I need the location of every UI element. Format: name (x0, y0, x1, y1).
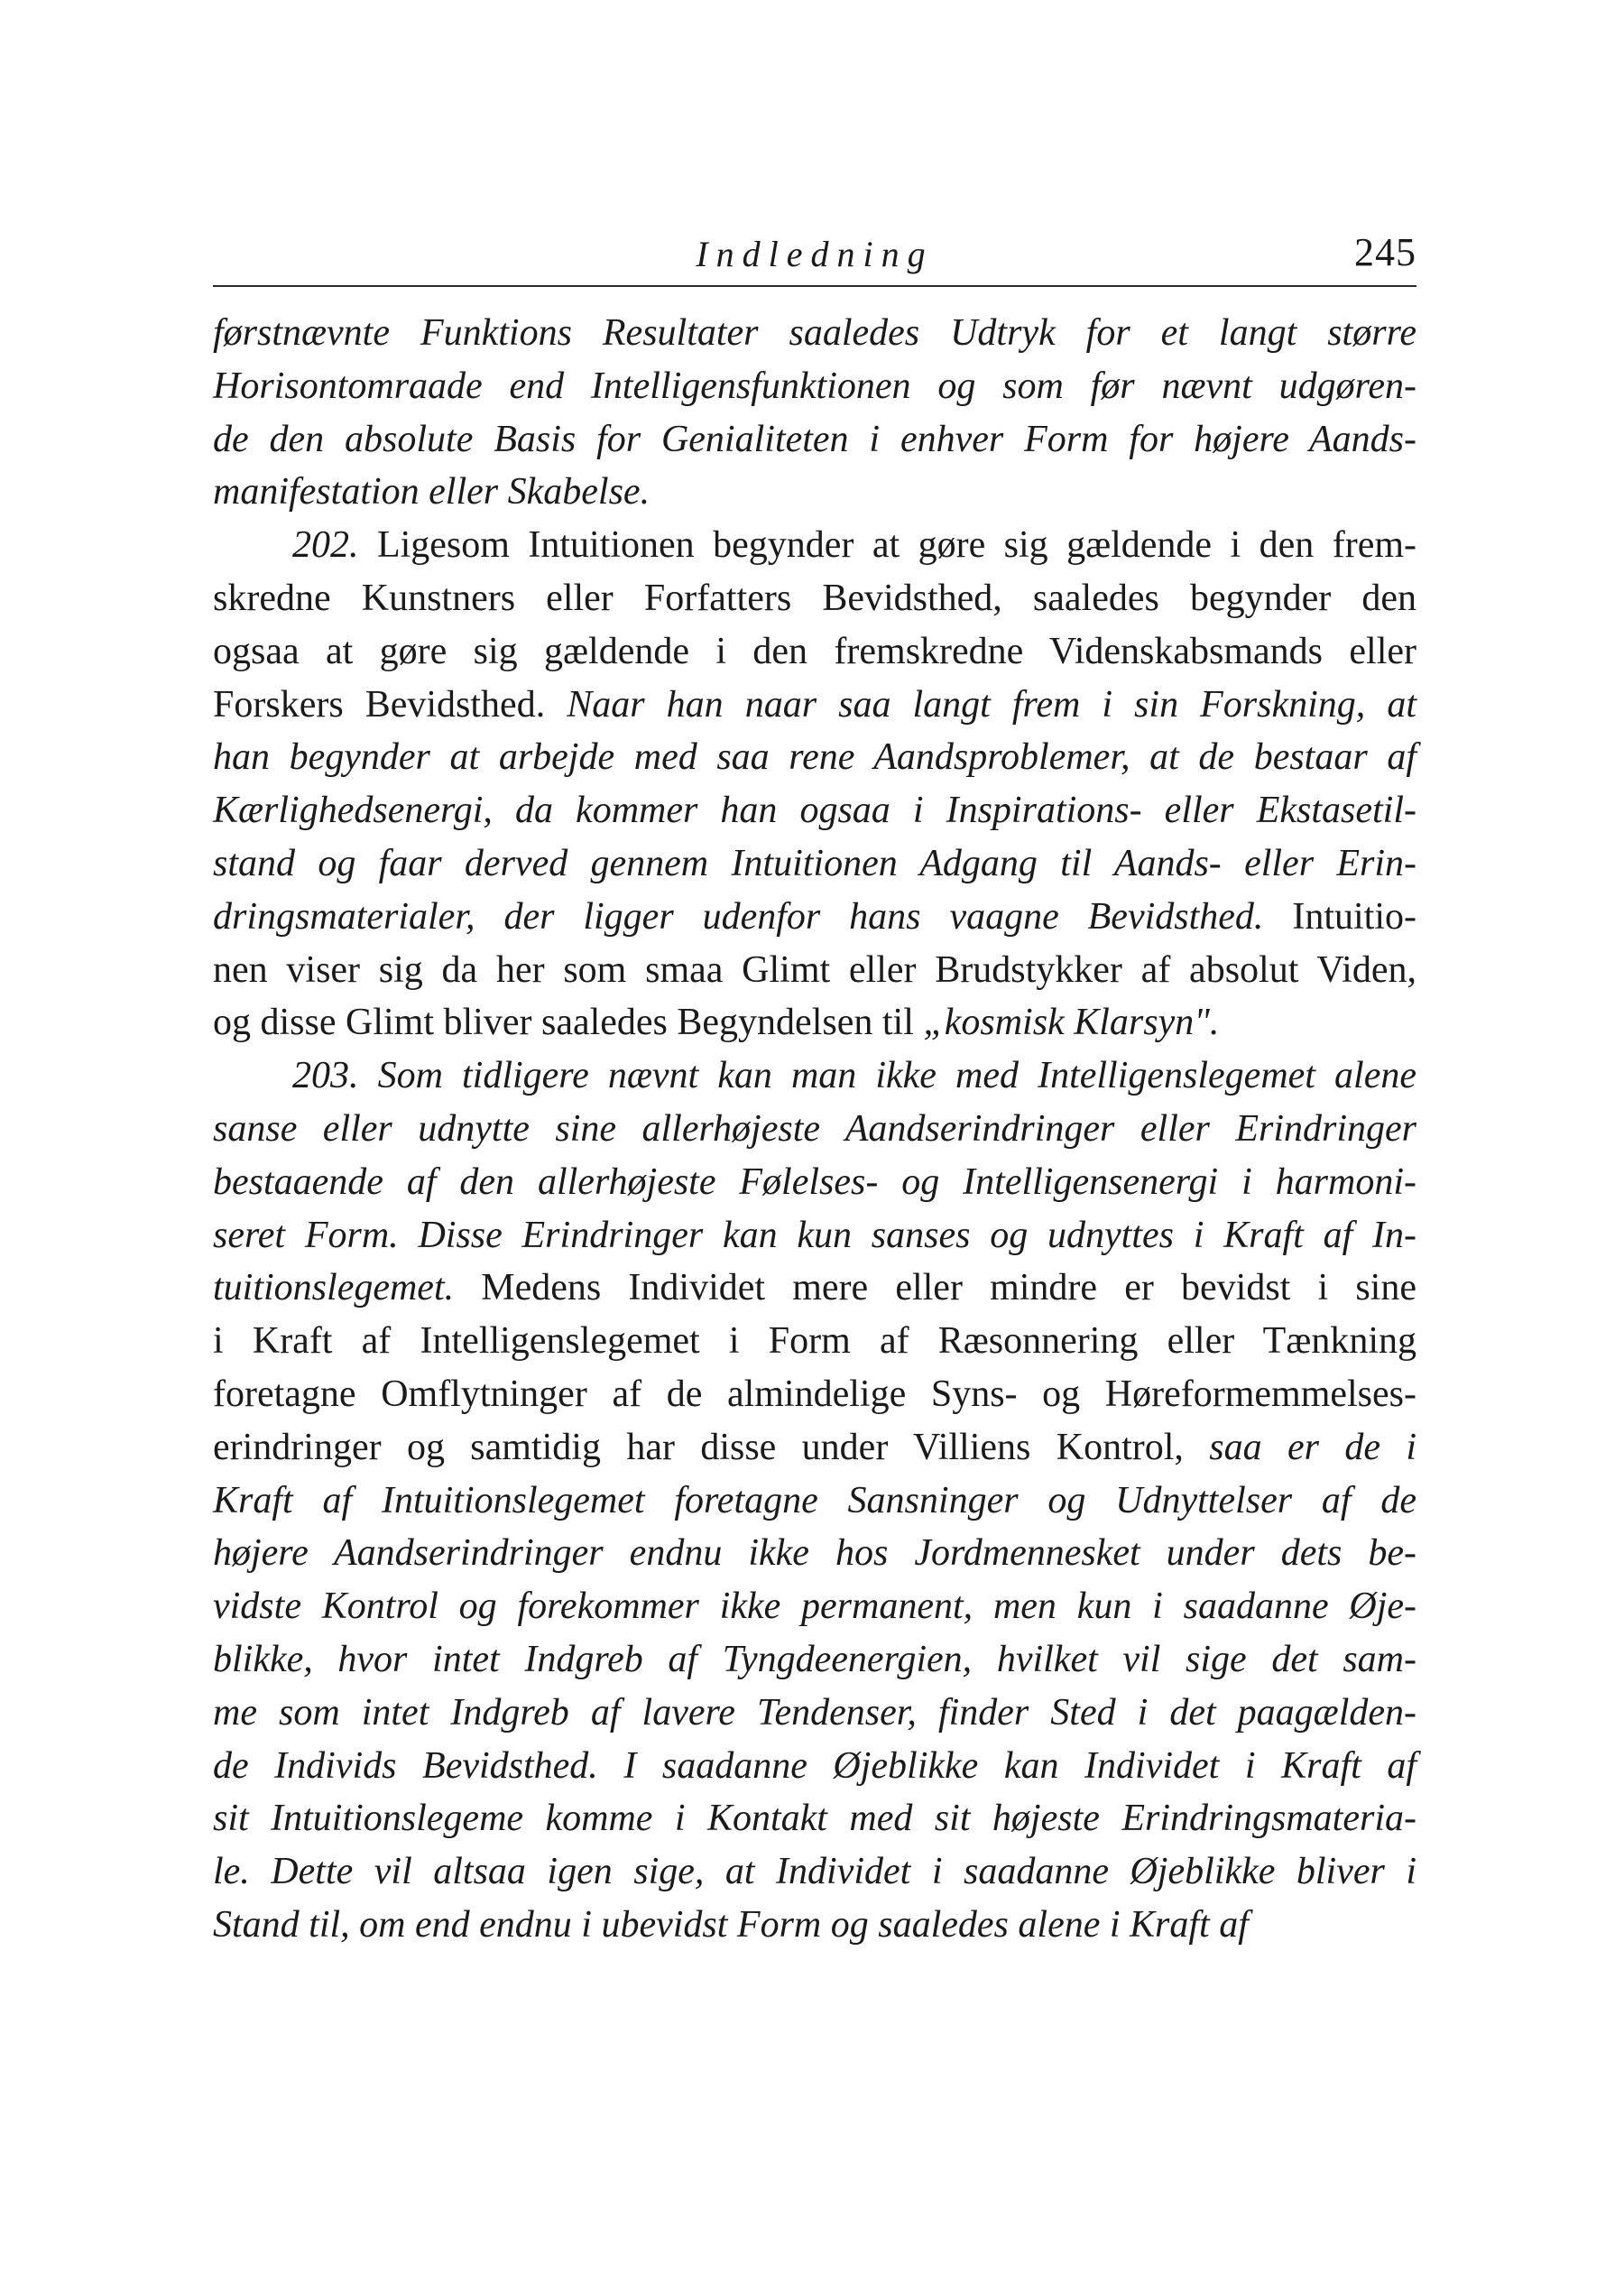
italic-text-run: stand og faar derved gennem Intuitionen Adgang til Aands- eller Erin- (213, 842, 1416, 884)
italic-text-run: Kærlighedsenergi, da kommer han ogsaa i Inspirations- eller Ekstasetil- (213, 790, 1416, 832)
text-line (213, 1687, 1416, 1740)
italic-text-run: le. Dette vil altsaa igen sige, at Individet i saadanne Øjeblikke bliver i (213, 1851, 1416, 1893)
italic-text-run: de Individs Bevidsthed. I saadanne Øjeblikke kan Individet i Kraft af (213, 1744, 1416, 1787)
text-run: og disse Glimt bliver saaledes Begyndelsen til (213, 1002, 924, 1044)
text-run: nen viser sig da her som smaa Glimt eller Brudstykker af absolut Viden, (213, 948, 1416, 991)
text-line (213, 1103, 1416, 1156)
running-title: Indledning (696, 234, 934, 274)
text-line (213, 307, 1416, 360)
text-run: skredne Kunstners eller Forfatters Bevidsthed, saaledes begynder den (213, 577, 1416, 619)
text-line (213, 1740, 1416, 1793)
text-line (213, 679, 1416, 732)
italic-text-run: blikke, hvor intet Indgreb af Tyngdeenergien, hvilket vil sige det sam- (213, 1638, 1416, 1680)
text-line (213, 360, 1416, 413)
italic-text-run: vidste Kontrol og forekommer ikke permanent, men kun i saadanne Øje- (213, 1586, 1416, 1628)
text-run: foretagne Omflytninger af de almindelige Syns- og Høreformemmelses- (213, 1373, 1416, 1415)
text-line (213, 784, 1416, 837)
italic-text-run: „kosmisk Klarsyn". (923, 1002, 1220, 1044)
italic-text-run: dringsmaterialer, der ligger udenfor hans vaagne Bevidsthed. (213, 895, 1264, 938)
text-run: ogsaa at gøre sig gældende i den fremskredne Videnskabsmands eller (213, 630, 1416, 672)
text-line (213, 1899, 1416, 1952)
text-line (213, 1262, 1416, 1315)
text-line (213, 837, 1416, 891)
text-line (213, 1527, 1416, 1580)
text-line (213, 1845, 1416, 1899)
italic-text-run: de den absolute Basis for Genialiteten i enhver Form for højere Aands- (213, 418, 1416, 460)
italic-text-run: manifestation eller Skabelse. (213, 471, 651, 513)
italic-text-run: højere Aandserindringer endnu ikke hos Jordmennesket under dets be- (213, 1532, 1416, 1575)
text-line (213, 1475, 1416, 1528)
text-line (213, 1049, 1416, 1103)
italic-text-run: sit Intuitionslegeme komme i Kontakt med sit højeste Erindringsmateria- (213, 1798, 1416, 1840)
text-line (213, 466, 1416, 519)
italic-text-run: saa er de i (1209, 1426, 1416, 1468)
body-text (213, 307, 1416, 1952)
italic-text-run: 203. Som tidligere nævnt kan man ikke med Intelligenslegemet alene (292, 1055, 1416, 1097)
text-line (213, 1580, 1416, 1633)
text-line (213, 1792, 1416, 1845)
italic-text-run: Naar han naar saa langt frem i sin Forskning, at (567, 683, 1416, 726)
text-line (213, 1209, 1416, 1262)
text-line (213, 572, 1416, 625)
italic-text-run: Horisontomraade end Intelligensfunktionen og som før nævnt udgøren- (213, 365, 1416, 407)
italic-text-run: me som intet Indgreb af lavere Tendenser, finder Sted i det paagælden- (213, 1691, 1416, 1734)
italic-text-run: førstnævnte Funktions Resultater saaledes Udtryk for et langt større (213, 312, 1416, 354)
text-line (213, 944, 1416, 997)
italic-text-run: 202. (292, 524, 359, 567)
text-run: Ligesom Intuitionen begynder at gøre sig gældende i den frem- (358, 524, 1416, 567)
text-line (213, 1633, 1416, 1687)
page-number: 245 (1354, 230, 1416, 274)
text-line (213, 731, 1416, 784)
italic-text-run: bestaaende af den allerhøjeste Følelses- og Intelligensenergi i harmoni- (213, 1160, 1416, 1203)
italic-text-run: Stand til, om end endnu i ubevidst Form og saaledes alene i Kraft af (213, 1903, 1249, 1946)
text-line (213, 1421, 1416, 1475)
text-line (213, 891, 1416, 944)
text-run: Medens Individet mere eller mindre er bevidst i sine (454, 1267, 1416, 1309)
italic-text-run: Kraft af Intuitionslegemet foretagne Sansninger og Udnyttelser af de (213, 1479, 1416, 1521)
text-line (213, 625, 1416, 679)
text-run: Forskers Bevidsthed. (213, 683, 567, 726)
italic-text-run: sanse eller udnytte sine allerhøjeste Aandserindringer eller Erindringer (213, 1107, 1416, 1150)
text-line (213, 1156, 1416, 1209)
text-line (213, 996, 1416, 1049)
italic-text-run: han begynder at arbejde med saa rene Aandsproblemer, at de bestaar af (213, 736, 1416, 779)
text-run: erindringer og samtidig har disse under Villiens Kontrol, (213, 1426, 1210, 1468)
text-line (213, 519, 1416, 572)
text-run: i Kraft af Intelligenslegemet i Form af Ræsonnering eller Tænkning (213, 1320, 1416, 1363)
text-line (213, 1368, 1416, 1421)
italic-text-run: tuitionslegemet. (213, 1267, 455, 1309)
text-run: Intuitio- (1263, 895, 1416, 938)
text-line (213, 1315, 1416, 1368)
page-header (213, 226, 1416, 287)
italic-text-run: seret Form. Disse Erindringer kan kun sanses og udnyttes i Kraft af In- (213, 1214, 1416, 1256)
text-line (213, 413, 1416, 467)
